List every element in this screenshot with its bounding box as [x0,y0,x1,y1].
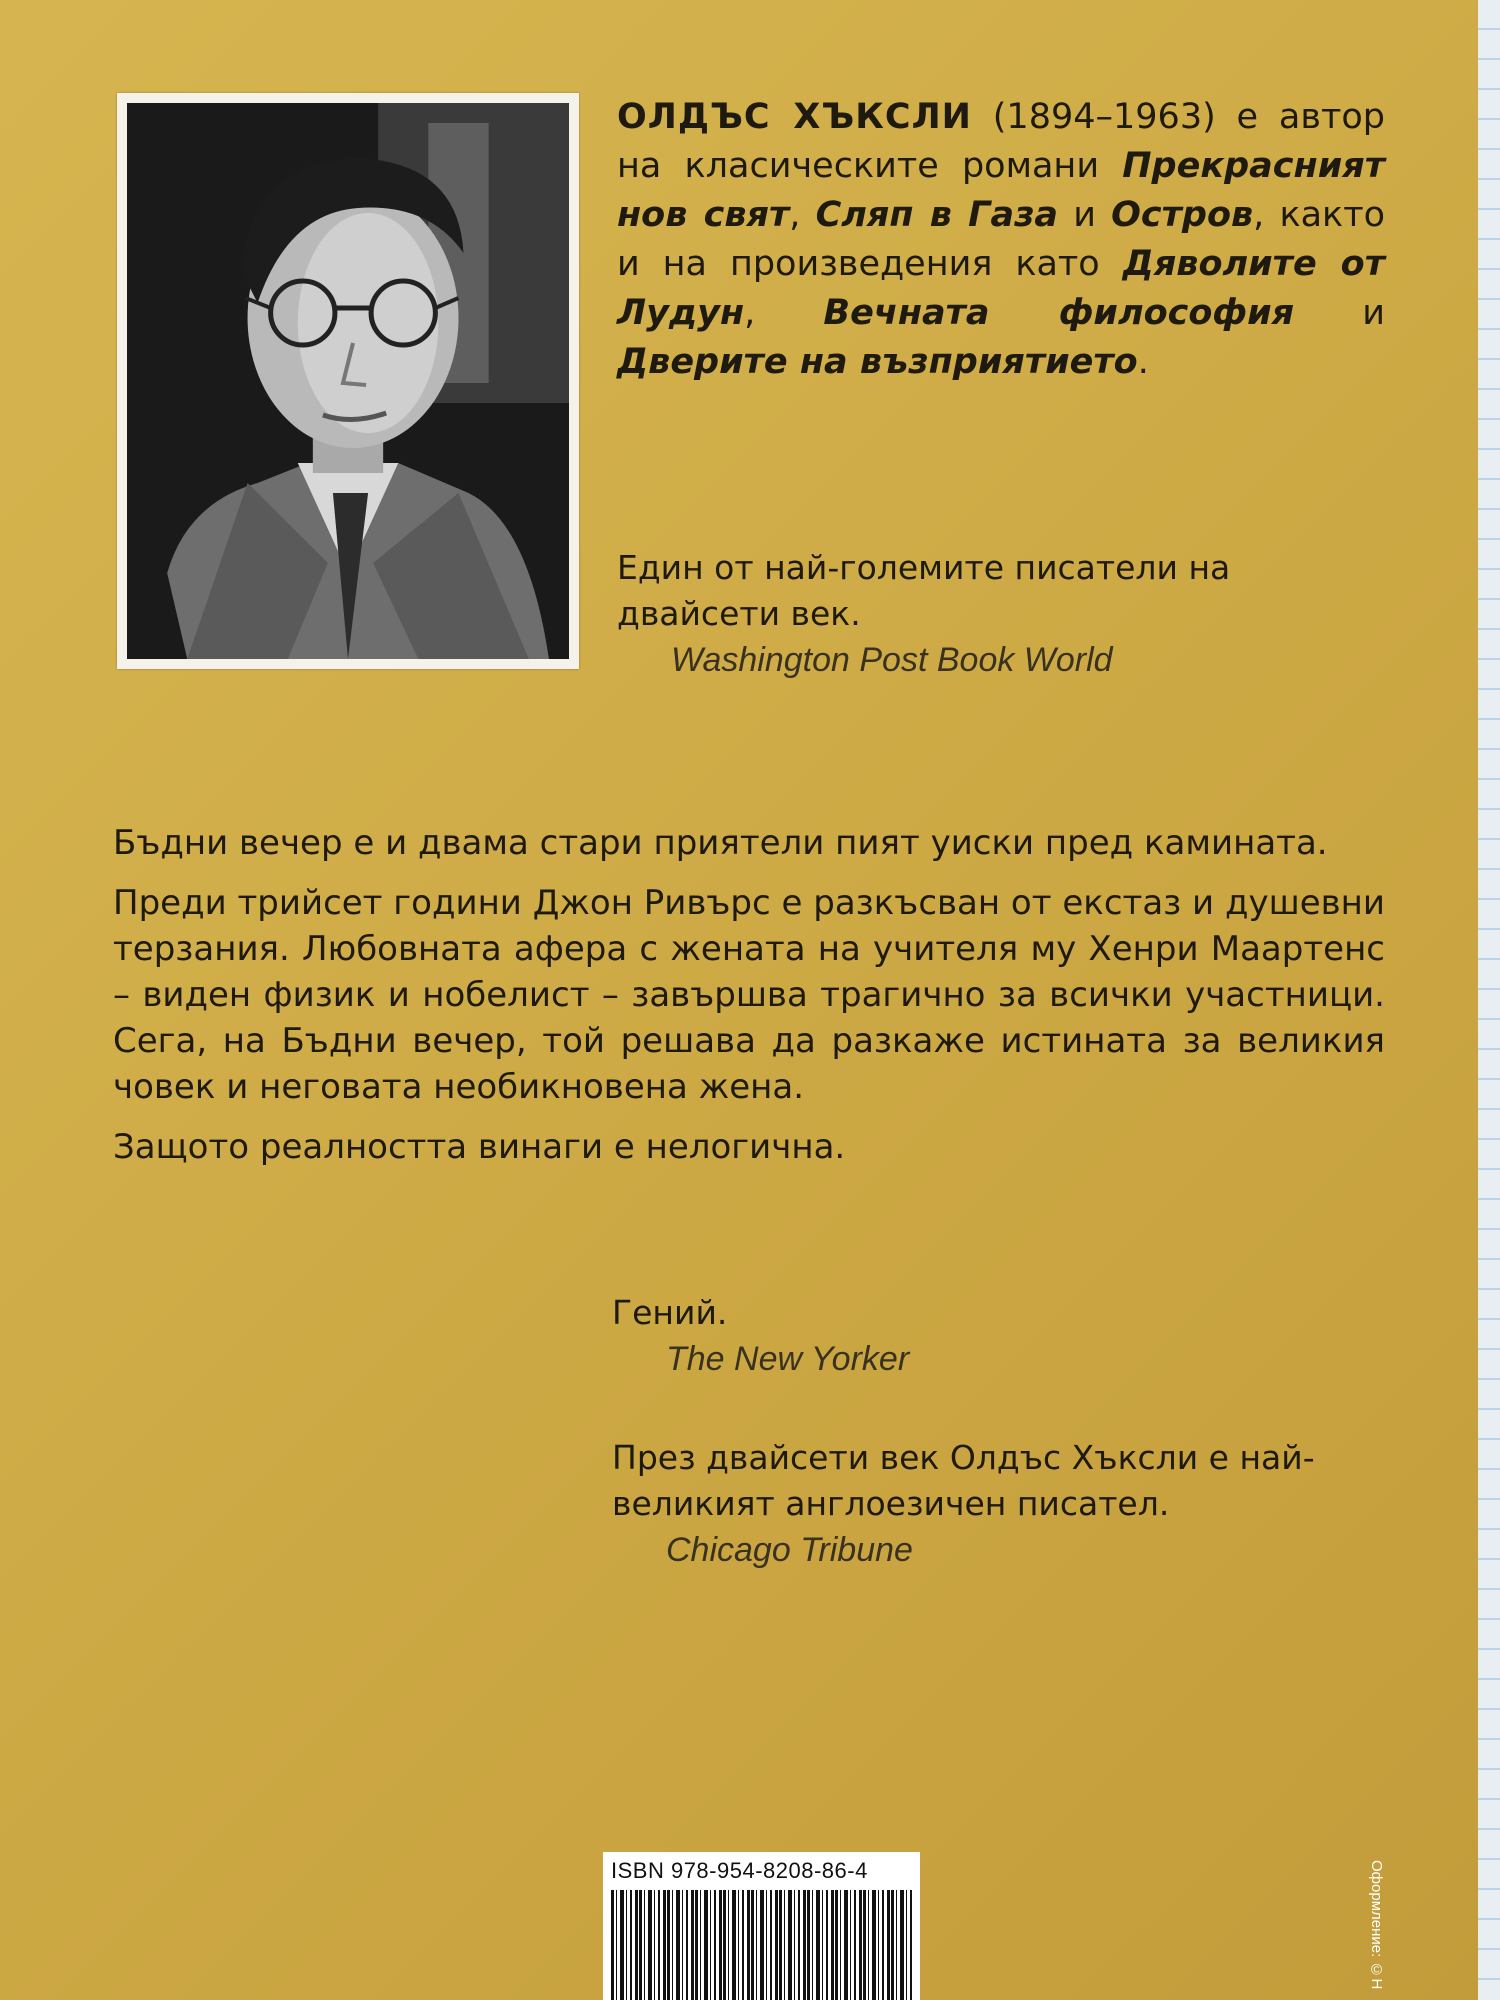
author-bio [617,93,1385,387]
author-photo [117,93,579,669]
blurb-paragraph: Бъдни вечер е и двама стари приятели пият уиски пред камината. [113,823,1328,863]
bio-text: , [789,195,816,235]
paper-edge [1478,0,1500,2000]
review-quote [612,1290,1312,1382]
portrait-illustration [127,103,569,659]
quote-source: Chicago Tribune [666,1531,913,1569]
bio-text: и [1294,293,1386,333]
barcode-bars [611,1890,912,2000]
blurb-paragraph: Преди трийсет години Джон Ривърс е разкъсван от екстаз и душевни терзания. Любовната афера с жената на учителя му Хенри Маартенс – виден физик и нобелист – завършва трагично за всички участници. Сега, на Бъдни вечер, той решава да разкаже истината за великия човек и неговата необикновена жена. [113,883,1385,1107]
book-title: Прекрасният нов свят [617,146,1385,235]
quote-source: Washington Post Book World [671,641,1113,679]
book-title: Сляп в Газа [815,195,1059,235]
book-title: Остров [1111,195,1254,235]
isbn-number: ISBN 978-954-8208-86-4 [611,1858,868,1883]
blurb [113,820,1385,1184]
author-name: ОЛДЪС ХЪКСЛИ [617,97,972,137]
bio-text: (1894–1963) е автор на класическите романи [617,97,1385,186]
bio-text: , [744,293,824,333]
quote-source: The New Yorker [666,1340,910,1378]
bio-text: и [1058,195,1112,235]
book-title: Вечната философия [823,293,1295,333]
barcode [603,1852,920,2000]
review-quote [612,1435,1352,1573]
review-quote [617,545,1397,683]
book-title: Дяволите от Лудун [617,244,1385,333]
quote-text: Гений. [612,1293,728,1332]
author-portrait [127,103,569,659]
bio-text: , както и на произведения като [617,195,1385,284]
design-credit: Оформление: ©Н [1368,1860,1385,1990]
blurb-paragraph: Защото реалността винаги е нелогична. [113,1127,846,1167]
bio-text: . [1137,342,1149,382]
quote-text: Един от най-големите писатели на двайсети век. [617,548,1231,633]
book-title: Дверите на възприятието [617,342,1138,382]
quote-text: През двайсети век Олдъс Хъксли е най-великият англоезичен писател. [612,1438,1315,1523]
